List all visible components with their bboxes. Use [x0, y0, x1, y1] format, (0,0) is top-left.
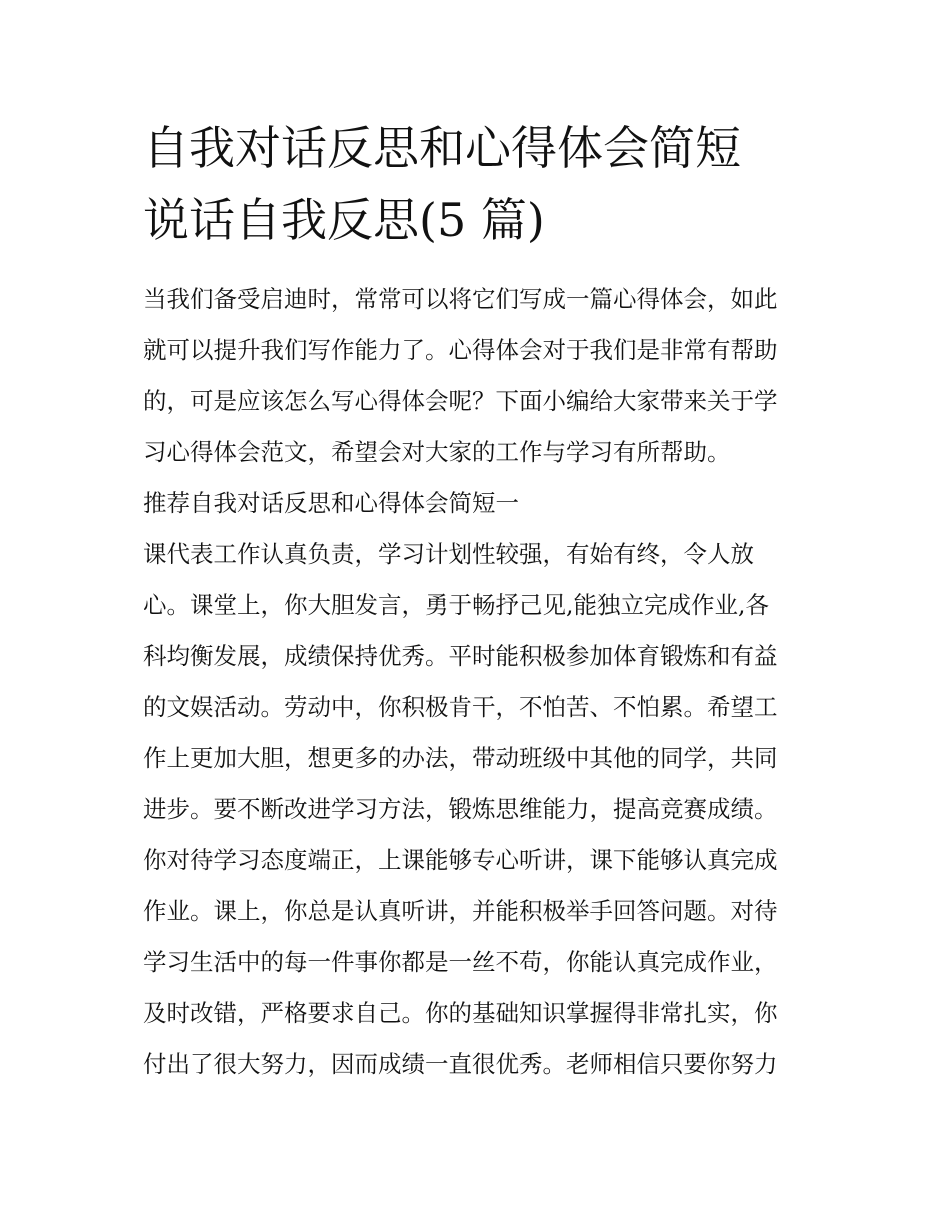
title-line-2: 说话自我反思(5 篇)	[143, 193, 545, 247]
text-line: 你对待学习态度端正，上课能够专心听讲，课下能够认真完成	[143, 846, 778, 874]
text-line: 科均衡发展，成绩保持优秀。平时能积极参加体育锻炼和有益	[143, 642, 778, 670]
title-line-1: 自我对话反思和心得体会简短	[143, 121, 741, 175]
text-line: 及时改错，严格要求自己。你的基础知识掌握得非常扎实，你	[143, 999, 778, 1027]
text-line: 进步。要不断改进学习方法，锻炼思维能力，提高竞赛成绩。	[143, 795, 778, 823]
text-line: 课代表工作认真负责，学习计划性较强，有始有终，令人放	[143, 540, 754, 568]
text-line: 心。课堂上，你大胆发言，勇于畅抒己见,能独立完成作业,各	[143, 591, 769, 619]
text-line: 付出了很大努力，因而成绩一直很优秀。老师相信只要你努力	[143, 1050, 778, 1078]
text-line: 作业。课上，你总是认真听讲，并能积极举手回答问题。对待	[143, 897, 778, 925]
body-paragraph	[143, 529, 815, 835]
text-line: 的，可是应该怎么写心得体会呢？下面小编给大家带来关于学	[143, 387, 778, 415]
intro-paragraph	[143, 274, 815, 478]
text-line: 就可以提升我们写作能力了。心得体会对于我们是非常有帮助	[143, 336, 778, 364]
text-line: 作上更加大胆，想更多的办法，带动班级中其他的同学，共同	[143, 744, 778, 772]
document-body	[143, 274, 815, 1090]
text-line: 的文娱活动。劳动中，你积极肯干，不怕苦、不怕累。希望工	[143, 693, 778, 721]
document-title	[143, 112, 815, 256]
document-content	[143, 112, 815, 1090]
text-line: 当我们备受启迪时，常常可以将它们写成一篇心得体会，如此	[143, 285, 778, 313]
text-line: 学习生活中的每一件事你都是一丝不苟，你能认真完成作业，	[143, 948, 778, 976]
section-heading	[143, 478, 815, 529]
text-line: 习心得体会范文，希望会对大家的工作与学习有所帮助。	[143, 438, 731, 466]
text-line: 推荐自我对话反思和心得体会简短一	[143, 489, 519, 517]
body-paragraph	[143, 835, 815, 1090]
